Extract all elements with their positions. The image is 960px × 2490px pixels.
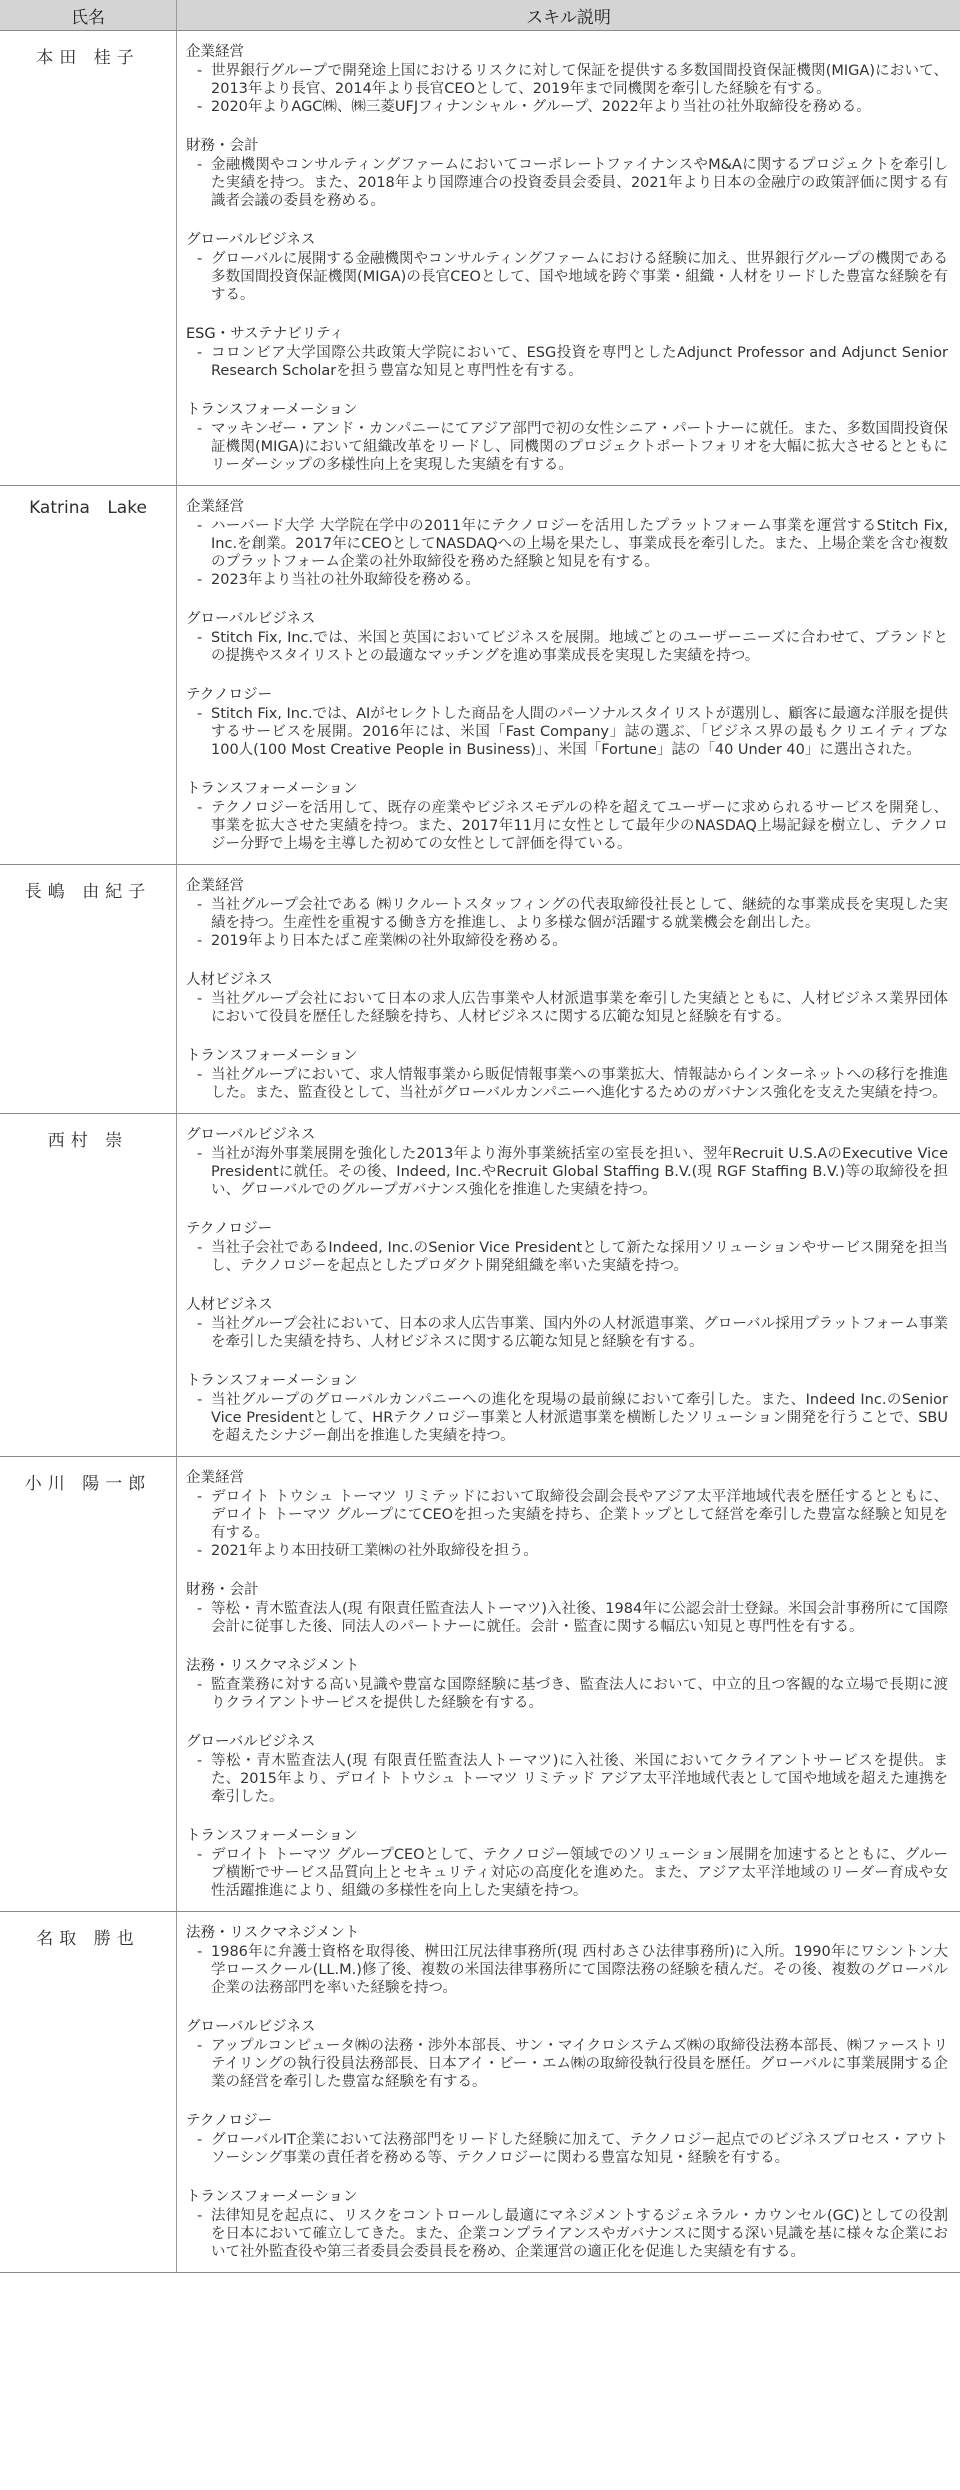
skill-category-title: 法務・リスクマネジメント xyxy=(186,1925,360,1941)
skill-bullet: - 当社子会社であるIndeed, Inc.のSenior Vice Presidentとして新たな採用ソリューションやサービス開発を担当し、テクノロジーを起点としたプロダクト開発組織を率いた実績を持つ。 xyxy=(186,1239,948,1275)
skill-description-cell xyxy=(177,486,960,865)
director-name: 西村 崇 xyxy=(0,1114,177,1457)
skill-bullet: - 法律知見を起点に、リスクをコントロールし最適にマネジメントするジェネラル・カウンセル(GC)としての役割を日本において確立してきた。また、企業コンプライアンスやガバナンスに関する深い見識を基に様々な企業において社外監査役や第三者委員会委員長を務め、企業運営の適正化を促進した実績を有する。 xyxy=(186,2207,948,2261)
skill-column-header: スキル説明 xyxy=(177,0,960,31)
skill-group xyxy=(186,2188,948,2261)
skill-category-title: トランスフォーメーション xyxy=(186,2189,358,2205)
table-row xyxy=(0,31,960,486)
skill-bullet: - ハーバード大学 大学院在学中の2011年にテクノロジーを活用したプラットフォーム事業を運営するStitch Fix, Inc.を創業。2017年にCEOとしてNASDAQへの上場を果たし、事業成長を牽引した。また、上場企業を含む複数のプラットフォーム企業の社外取締役を務めた経験と知見を有する。 xyxy=(186,517,948,571)
skill-bullet: - 当社グループにおいて、求人情報事業から販促情報事業への事業拡大、情報誌からインターネットへの移行を推進した。また、監査役として、当社がグローバルカンパニーへ進化するためのガバナンス強化を支えた実績を持つ。 xyxy=(186,1066,948,1102)
skill-category-title: 企業経営 xyxy=(186,878,244,894)
skill-group xyxy=(186,1372,948,1445)
skill-category-title: ESG・サステナビリティ xyxy=(186,326,344,342)
skill-category-title: テクノロジー xyxy=(186,2113,273,2129)
skill-group xyxy=(186,686,948,759)
skill-bullet: - 監査業務に対する高い見識や豊富な国際経験に基づき、監査法人において、中立的且つ客観的な立場で長期に渡りクライアントサービスを提供した経験を有する。 xyxy=(186,1676,948,1712)
skill-group xyxy=(186,498,948,589)
skill-category-title: 企業経営 xyxy=(186,44,244,60)
skill-category-title: トランスフォーメーション xyxy=(186,781,358,797)
skill-group xyxy=(186,2112,948,2167)
skill-category-title: 人材ビジネス xyxy=(186,972,273,988)
skill-group xyxy=(186,1924,948,1997)
skill-category-title: 企業経営 xyxy=(186,1470,244,1486)
skill-category-title: トランスフォーメーション xyxy=(186,402,358,418)
skill-bullet: - 当社グループ会社である ㈱リクルートスタッフィングの代表取締役社長として、継続的な事業成長を実現した実績を持つ。生産性を重視する働き方を推進し、より多様な個が活躍する就業機会を創出した。 xyxy=(186,896,948,932)
skill-group xyxy=(186,1469,948,1560)
skill-description-cell xyxy=(177,31,960,486)
skill-bullet: - デロイト トーマツ グループCEOとして、テクノロジー領域でのソリューション展開を加速するとともに、グループ横断でサービス品質向上とセキュリティ対応の高度化を進めた。また、アジア太平洋地域のリーダー育成や女性活躍推進により、組織の多様性を向上した実績を持つ。 xyxy=(186,1846,948,1900)
skill-description-cell xyxy=(177,1912,960,2273)
skill-bullet: - 等松・青木監査法人(現 有限責任監査法人トーマツ)に入社後、米国においてクライアントサービスを提供。また、2015年より、デロイト トウシュ トーマツ リミテッド アジア太平洋地域代表として国や地域を超えた連携を牽引した。 xyxy=(186,1752,948,1806)
skill-group xyxy=(186,43,948,116)
skill-bullet: - マッキンゼー・アンド・カンパニーにてアジア部門で初の女性シニア・パートナーに就任。また、多数国間投資保証機関(MIGA)において組織改革をリードし、同機関のプロジェクトポートフォリオを大幅に拡大させるとともにリーダーシップの多様性向上を実現した実績を有する。 xyxy=(186,420,948,474)
skill-group xyxy=(186,1220,948,1275)
director-name: Katrina Lake xyxy=(0,486,177,865)
skill-bullet: - グローバルに展開する金融機関やコンサルティングファームにおける経験に加え、世界銀行グループの機関である多数国間投資保証機関(MIGA)の長官CEOとして、国や地域を跨ぐ事業・組織・人材をリードした豊富な経験を有する。 xyxy=(186,250,948,304)
skill-category-title: グローバルビジネス xyxy=(186,232,316,248)
director-name: 長嶋 由紀子 xyxy=(0,865,177,1114)
skill-bullet: - デロイト トウシュ トーマツ リミテッドにおいて取締役会副会長やアジア太平洋地域代表を歴任するとともに、デロイト トーマツ グループにてCEOを担った実績を持ち、企業トップとして経営を牽引した豊富な経験と知見を有する。 xyxy=(186,1488,948,1542)
skill-group xyxy=(186,231,948,304)
skill-group xyxy=(186,1733,948,1806)
skill-category-title: 人材ビジネス xyxy=(186,1297,273,1313)
skill-group xyxy=(186,1126,948,1199)
table-header-row xyxy=(0,0,960,31)
skill-bullet: - 金融機関やコンサルティングファームにおいてコーポレートファイナンスやM&Aに関するプロジェクトを牽引した実績を持つ。また、2018年より国際連合の投資委員会委員、2021年より日本の金融庁の政策評価に関する有識者会議の委員を務める。 xyxy=(186,156,948,210)
skill-bullet: - テクノロジーを活用して、既存の産業やビジネスモデルの枠を超えてユーザーに求められるサービスを開発し、事業を拡大させた実績を持つ。また、2017年11月に女性として最年少のNASDAQ上場記録を樹立し、テクノロジー分野で上場を主導した初めての女性として評価を得ている。 xyxy=(186,799,948,853)
table-row xyxy=(0,1912,960,2273)
skill-category-title: トランスフォーメーション xyxy=(186,1828,358,1844)
skill-category-title: 法務・リスクマネジメント xyxy=(186,1658,360,1674)
skill-group xyxy=(186,780,948,853)
director-name: 本田 桂子 xyxy=(0,31,177,486)
skill-group xyxy=(186,325,948,380)
skill-group xyxy=(186,610,948,665)
table-row xyxy=(0,865,960,1114)
skill-group xyxy=(186,2018,948,2091)
skill-description-cell xyxy=(177,1457,960,1912)
skill-category-title: 企業経営 xyxy=(186,499,244,515)
skill-bullet: - 2020年よりAGC㈱、㈱三菱UFJフィナンシャル・グループ、2022年より当社の社外取締役を務める。 xyxy=(186,98,948,116)
skill-category-title: グローバルビジネス xyxy=(186,611,316,627)
skill-group xyxy=(186,137,948,210)
director-name: 小川 陽一郎 xyxy=(0,1457,177,1912)
skill-group xyxy=(186,1296,948,1351)
skill-bullet: - Stitch Fix, Inc.では、AIがセレクトした商品を人間のパーソナルスタイリストが選別し、顧客に最適な洋服を提供するサービスを展開。2016年には、米国「Fast Company」誌の選ぶ、「ビジネス界の最もクリエイティブな100人(100 Most Creative People in Business)」、米国「Fortune」誌の「40 Under 40」に選出された。 xyxy=(186,705,948,759)
skill-group xyxy=(186,1047,948,1102)
skill-bullet: - 2023年より当社の社外取締役を務める。 xyxy=(186,571,948,589)
skill-category-title: グローバルビジネス xyxy=(186,1127,316,1143)
skill-bullet: - 2021年より本田技研工業㈱の社外取締役を担う。 xyxy=(186,1542,948,1560)
skill-group xyxy=(186,1581,948,1636)
skill-group xyxy=(186,877,948,950)
skill-bullet: - Stitch Fix, Inc.では、米国と英国においてビジネスを展開。地域ごとのユーザーニーズに合わせて、ブランドとの提携やスタイリストとの最適なマッチングを進め事業成長を実現した実績を持つ。 xyxy=(186,629,948,665)
skill-bullet: - アップルコンピュータ㈱の法務・渉外本部長、サン・マイクロシステムズ㈱の取締役法務本部長、㈱ファーストリテイリングの執行役員法務部長、日本アイ・ビー・エム㈱の取締役執行役員を歴任。グローバルに事業展開する企業の経営を牽引した豊富な経験を有する。 xyxy=(186,2037,948,2091)
table-row xyxy=(0,486,960,865)
skill-category-title: テクノロジー xyxy=(186,1221,273,1237)
skill-bullet: - コロンビア大学国際公共政策大学院において、ESG投資を専門としたAdjunct Professor and Adjunct Senior Research Scholarを担う豊富な知見と専門性を有する。 xyxy=(186,344,948,380)
table-row xyxy=(0,1457,960,1912)
name-column-header: 氏名 xyxy=(0,0,177,31)
skill-bullet: - 当社グループのグローバルカンパニーへの進化を現場の最前線において牽引した。また、Indeed Inc.のSenior Vice Presidentとして、HRテクノロジー事業と人材派遣事業を横断したソリューション開発を行うことで、SBUを超えたシナジー創出を推進した実績を持つ。 xyxy=(186,1391,948,1445)
skill-category-title: グローバルビジネス xyxy=(186,2019,316,2035)
director-name: 名取 勝也 xyxy=(0,1912,177,2273)
skill-bullet: - 当社が海外事業展開を強化した2013年より海外事業統括室の室長を担い、翌年Recruit U.S.AのExecutive Vice Presidentに就任。その後、Indeed, Inc.やRecruit Global Staffing B.V.(現 RGF Staffing B.V.)等の取締役を担い、グローバルでのグループガバナンス強化を推進した実績を持つ。 xyxy=(186,1145,948,1199)
table-row xyxy=(0,1114,960,1457)
skill-bullet: - 世界銀行グループで開発途上国におけるリスクに対して保証を提供する多数国間投資保証機関(MIGA)において、2013年より長官、2014年より長官CEOとして、2019年まで同機関を牽引した経験を有する。 xyxy=(186,62,948,98)
skill-bullet: - 2019年より日本たばこ産業㈱の社外取締役を務める。 xyxy=(186,932,948,950)
skill-group xyxy=(186,971,948,1026)
skill-bullet: - 当社グループ会社において日本の求人広告事業や人材派遣事業を牽引した実績とともに、人材ビジネス業界団体において役員を歴任した経験を持ち、人材ビジネスに関する広範な知見と経験を有する。 xyxy=(186,990,948,1026)
skill-bullet: - 等松・青木監査法人(現 有限責任監査法人トーマツ)入社後、1984年に公認会計士登録。米国会計事務所にて国際会計に従事した後、同法人のパートナーに就任。会計・監査に関する幅広い知見と専門性を有する。 xyxy=(186,1600,948,1636)
skill-category-title: トランスフォーメーション xyxy=(186,1373,358,1389)
skill-group xyxy=(186,1827,948,1900)
skill-bullet: - グローバルIT企業において法務部門をリードした経験に加えて、テクノロジー起点でのビジネスプロセス・アウトソーシング事業の責任者を務める等、テクノロジーに関わる豊富な知見・経験を有する。 xyxy=(186,2131,948,2167)
skill-category-title: テクノロジー xyxy=(186,687,273,703)
skill-category-title: トランスフォーメーション xyxy=(186,1048,358,1064)
skill-description-cell xyxy=(177,865,960,1114)
skill-category-title: グローバルビジネス xyxy=(186,1734,316,1750)
skill-category-title: 財務・会計 xyxy=(186,138,259,154)
skill-group xyxy=(186,401,948,474)
skill-description-cell xyxy=(177,1114,960,1457)
skill-bullet: - 当社グループ会社において、日本の求人広告事業、国内外の人材派遣事業、グローバル採用プラットフォーム事業を牽引した実績を持ち、人材ビジネスに関する広範な知見と経験を有する。 xyxy=(186,1315,948,1351)
skill-category-title: 財務・会計 xyxy=(186,1582,259,1598)
skill-group xyxy=(186,1657,948,1712)
skill-bullet: - 1986年に弁護士資格を取得後、桝田江尻法律事務所(現 西村あさひ法律事務所)に入所。1990年にワシントン大学ロースクール(LL.M.)修了後、複数の米国法律事務所にて国際法務の経験を積んだ。その後、複数のグローバル企業の法務部門を率いた経験を持つ。 xyxy=(186,1943,948,1997)
